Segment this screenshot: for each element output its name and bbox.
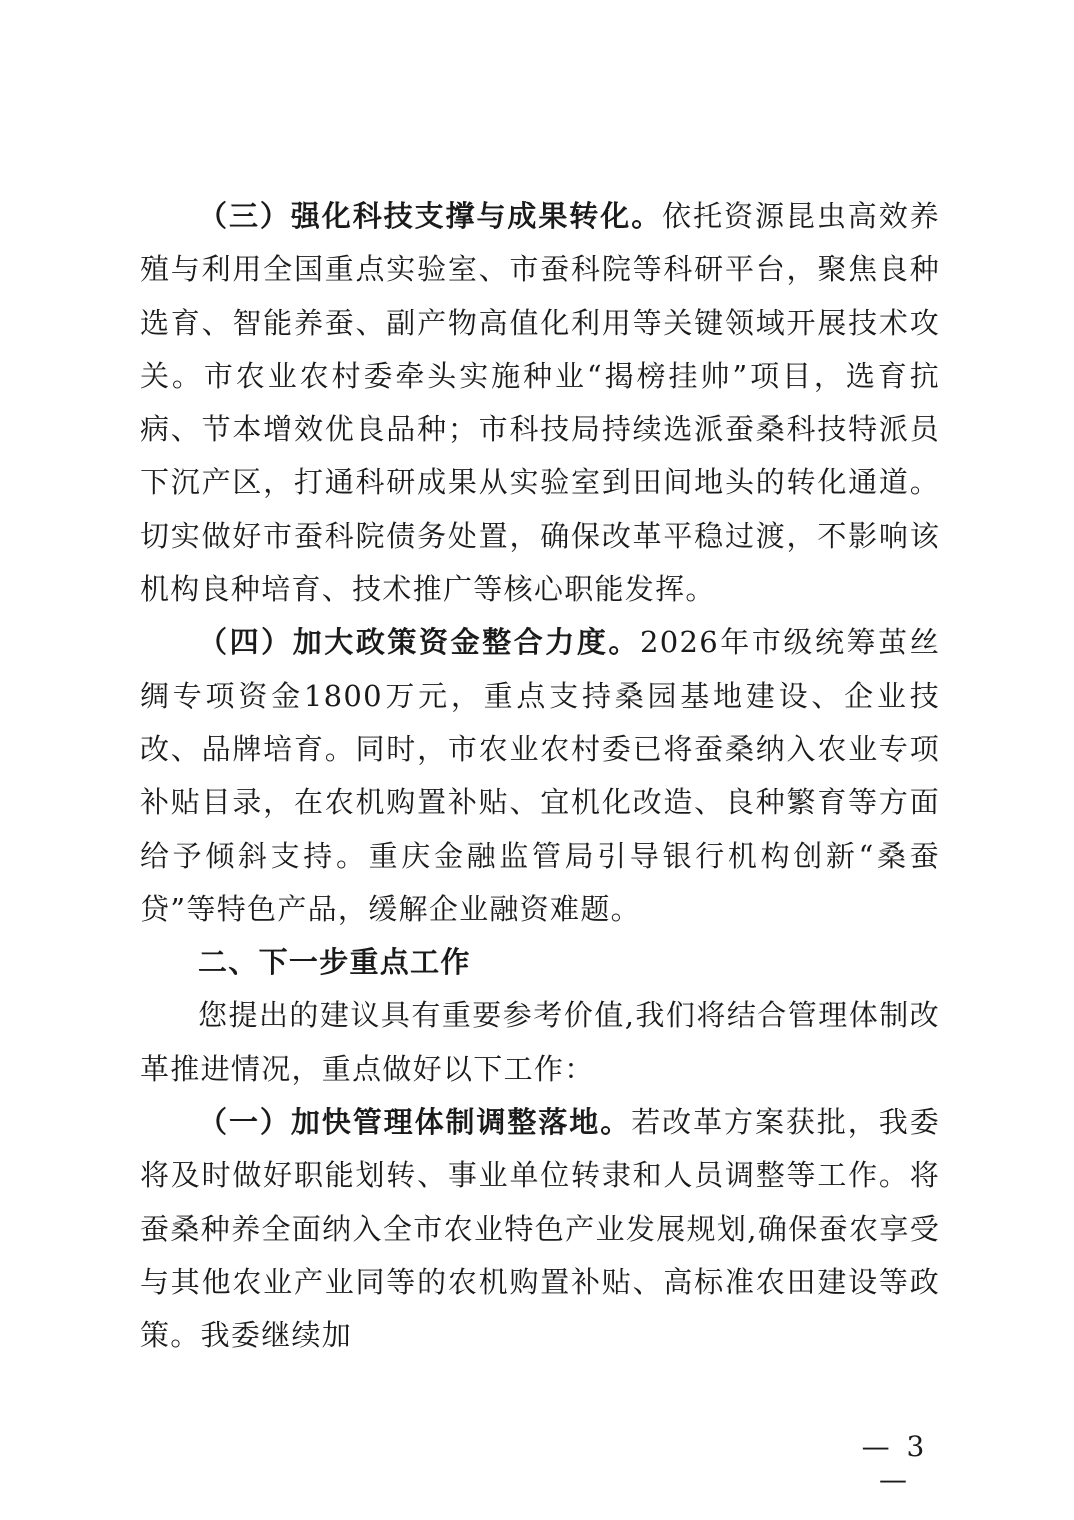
page-number: — 3 —	[861, 1430, 929, 1496]
paragraph-3-tech-support	[140, 190, 940, 616]
paragraph-lead: （三）强化科技支撑与成果转化。	[198, 199, 663, 233]
paragraph-lead: （一）加快管理体制调整落地。	[198, 1105, 632, 1140]
paragraph-text: 您提出的建议具有重要参考价值,我们将结合管理体制改革推进情况，重点做好以下工作：	[140, 998, 940, 1086]
paragraph-1-management-system	[140, 1096, 940, 1362]
section-heading-next-steps: 二、下一步重点工作	[198, 945, 471, 980]
paragraph-lead: （四）加大政策资金整合力度。	[198, 625, 640, 660]
document-body	[140, 190, 940, 1363]
paragraph-text: 2026年市级统筹茧丝绸专项资金1800万元，重点支持桑园基地建设、企业技改、品牌培育。同时，市农业农村委已将蚕桑纳入农业专项补贴目录，在农机购置补贴、宜机化改造、良种繁育等方面给予倾斜支持。重庆金融监管局引导银行机构创新“桑蚕贷”等特色产品，缓解企业融资难题。	[140, 625, 940, 926]
paragraph-4-policy-funds	[140, 616, 940, 936]
paragraph-text: 若改革方案获批，我委将及时做好职能划转、事业单位转隶和人员调整等工作。将蚕桑种养全面纳入全市农业特色产业发展规划,确保蚕农享受与其他农业产业同等的农机购置补贴、高标准农田建设等政策。我委继续加	[140, 1105, 940, 1353]
paragraph-intro-next-steps	[140, 989, 940, 1096]
paragraph-text: 依托资源昆虫高效养殖与利用全国重点实验室、市蚕科院等科研平台，聚焦良种选育、智能养蚕、副产物高值化利用等关键领域开展技术攻关。市农业农村委牵头实施种业“揭榜挂帅”项目，选育抗病、节本增效优良品种；市科技局持续选派蚕桑科技特派员下沉产区，打通科研成果从实验室到田间地头的转化通道。切实做好市蚕科院债务处置，确保改革平稳过渡，不影响该机构良种培育、技术推广等核心职能发挥。	[140, 199, 940, 607]
